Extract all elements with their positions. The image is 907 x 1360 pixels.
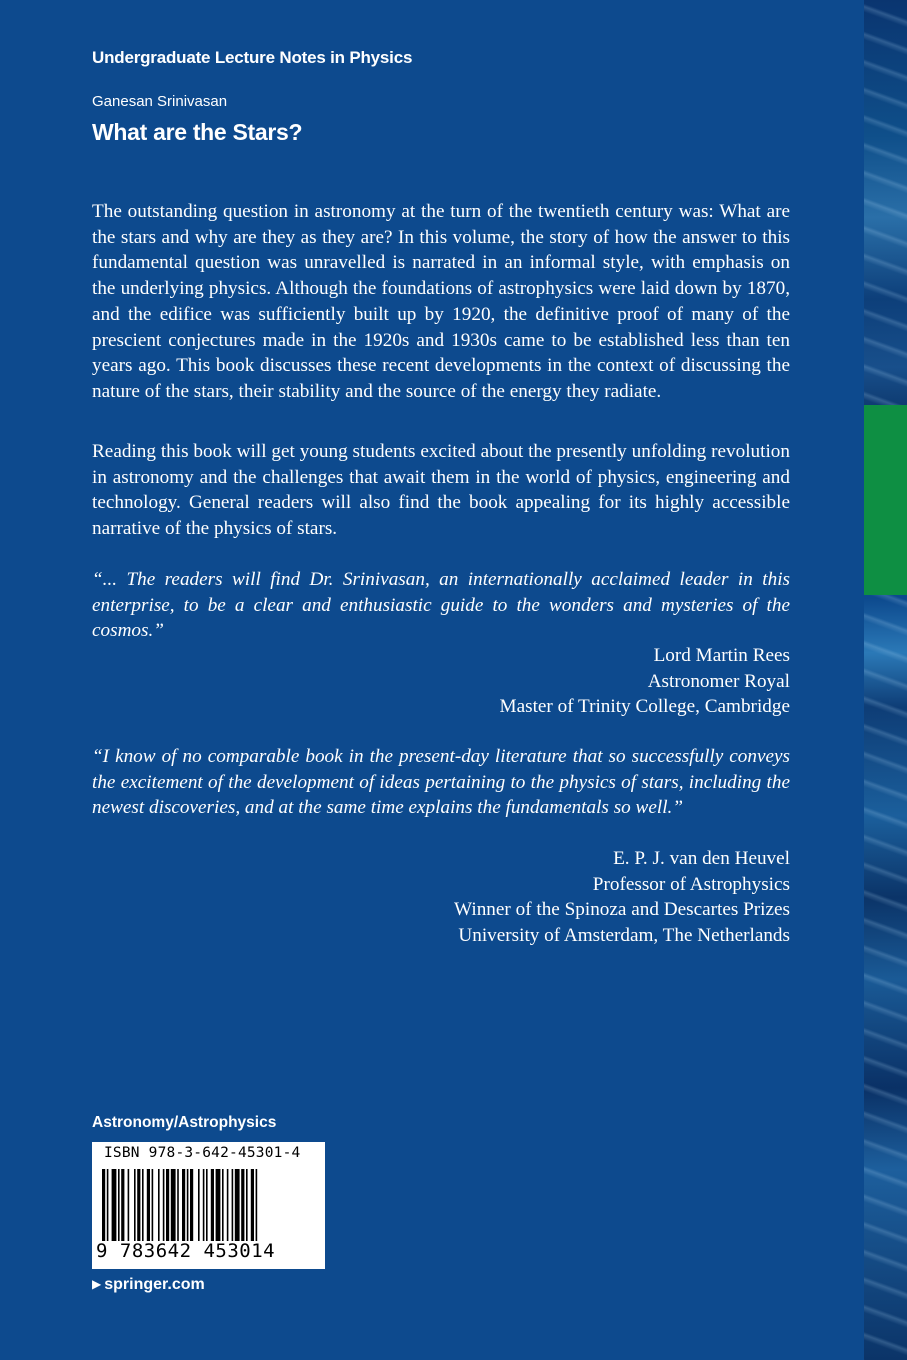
review-quote-1: “... The readers will find Dr. Srinivasan, an internationally acclaimed leader in this enterprise, to be a clear and enthusiastic guide to the wonders and mysteries of the cosmos.” bbox=[92, 569, 790, 642]
barcode-bar bbox=[198, 1169, 200, 1241]
barcode-bar bbox=[171, 1169, 176, 1241]
barcode-bar bbox=[107, 1169, 109, 1241]
author-name: Ganesan Srinivasan bbox=[92, 93, 228, 110]
review-quote-2: “I know of no comparable book in the present-day literature that so successfully conveys the excitement of the development of ideas pertaining to the physics of stars, including the newest discoveries, and at the same time explains the fundamentals so well.” bbox=[92, 746, 790, 819]
barcode-bar bbox=[203, 1169, 205, 1241]
barcode-bar bbox=[121, 1169, 124, 1241]
reviewer-title: Astronomer Royal bbox=[647, 670, 790, 692]
barcode-bar bbox=[102, 1169, 105, 1241]
barcode-bar bbox=[246, 1169, 248, 1241]
barcode-bar bbox=[256, 1169, 258, 1241]
barcode-bar bbox=[206, 1169, 208, 1241]
series-title: Undergraduate Lecture Notes in Physics bbox=[92, 48, 413, 67]
barcode-bar bbox=[211, 1169, 214, 1241]
barcode-bar bbox=[251, 1169, 254, 1241]
barcode-bar bbox=[232, 1169, 234, 1241]
barcode-bar bbox=[235, 1169, 240, 1241]
barcode-bar bbox=[177, 1169, 179, 1241]
decorative-spine-strip bbox=[864, 0, 907, 1360]
reviewer-name: E. P. J. van den Heuvel bbox=[613, 848, 790, 869]
reviewer-affiliation: University of Amsterdam, The Netherlands bbox=[458, 925, 790, 947]
review-attribution-1 bbox=[500, 643, 790, 720]
review-attribution-2 bbox=[454, 846, 790, 949]
arrow-right-icon: ▶ bbox=[92, 1277, 102, 1291]
publisher-link-label: springer.com bbox=[104, 1276, 205, 1293]
barcode-bar bbox=[158, 1169, 160, 1241]
barcode-bar bbox=[187, 1169, 189, 1241]
barcode-bar bbox=[182, 1169, 185, 1241]
green-accent-block bbox=[864, 405, 907, 595]
reviewer-affiliation: Master of Trinity College, Cambridge bbox=[499, 696, 790, 718]
reviewer-title: Professor of Astrophysics bbox=[592, 873, 790, 895]
barcode-bar bbox=[227, 1169, 229, 1241]
reviewer-name: Lord Martin Rees bbox=[653, 645, 790, 666]
subject-category: Astronomy/Astrophysics bbox=[92, 1114, 277, 1131]
description-paragraph-1: The outstanding question in astronomy at the turn of the twentieth century was: What are the stars and why are they as they are? In this volume, the story of how the answer to this fundamental question was unravelled is narrated in an informal style, with emphasis on the underlying physics. Although the foundations of astrophysics were laid down by 1870, and the edifice was sufficiently built up by 1920, the definitive proof of many of the prescient conjectures made in the 1920s and 1930s came to be established less than ten years ago. This book discusses these recent developments in the context of discussing the nature of the stars, their stability and the source of the energy they radiate. bbox=[92, 201, 790, 402]
barcode-bar bbox=[166, 1169, 169, 1241]
reviewer-award: Winner of the Spinoza and Descartes Prizes bbox=[454, 899, 790, 921]
barcode-bar bbox=[152, 1169, 154, 1241]
barcode-bar bbox=[137, 1169, 140, 1241]
barcode-bar bbox=[128, 1169, 130, 1241]
barcode-bar bbox=[222, 1169, 224, 1241]
barcode-bar bbox=[134, 1169, 136, 1241]
barcode-digits: 9 783642 453014 bbox=[96, 1240, 276, 1262]
barcode-bar bbox=[118, 1169, 120, 1241]
isbn-barcode bbox=[92, 1142, 325, 1269]
barcode-bar bbox=[241, 1169, 244, 1241]
barcode-bar bbox=[112, 1169, 117, 1241]
book-title: What are the Stars? bbox=[92, 119, 303, 145]
barcode-bar bbox=[147, 1169, 150, 1241]
barcode-bar bbox=[142, 1169, 144, 1241]
description-paragraph-2: Reading this book will get young students excited about the presently unfolding revolution in astronomy and the challenges that await them in the world of physics, engineering and technology. General readers will also find the book appealing for its highly accessible narrative of the physics of stars. bbox=[92, 441, 790, 540]
barcode-bar bbox=[216, 1169, 221, 1241]
isbn-label: ISBN 978-3-642-45301-4 bbox=[104, 1145, 301, 1161]
barcode-bar bbox=[163, 1169, 165, 1241]
barcode-bars bbox=[102, 1169, 315, 1241]
barcode-bar bbox=[190, 1169, 193, 1241]
publisher-link[interactable] bbox=[92, 1276, 205, 1294]
